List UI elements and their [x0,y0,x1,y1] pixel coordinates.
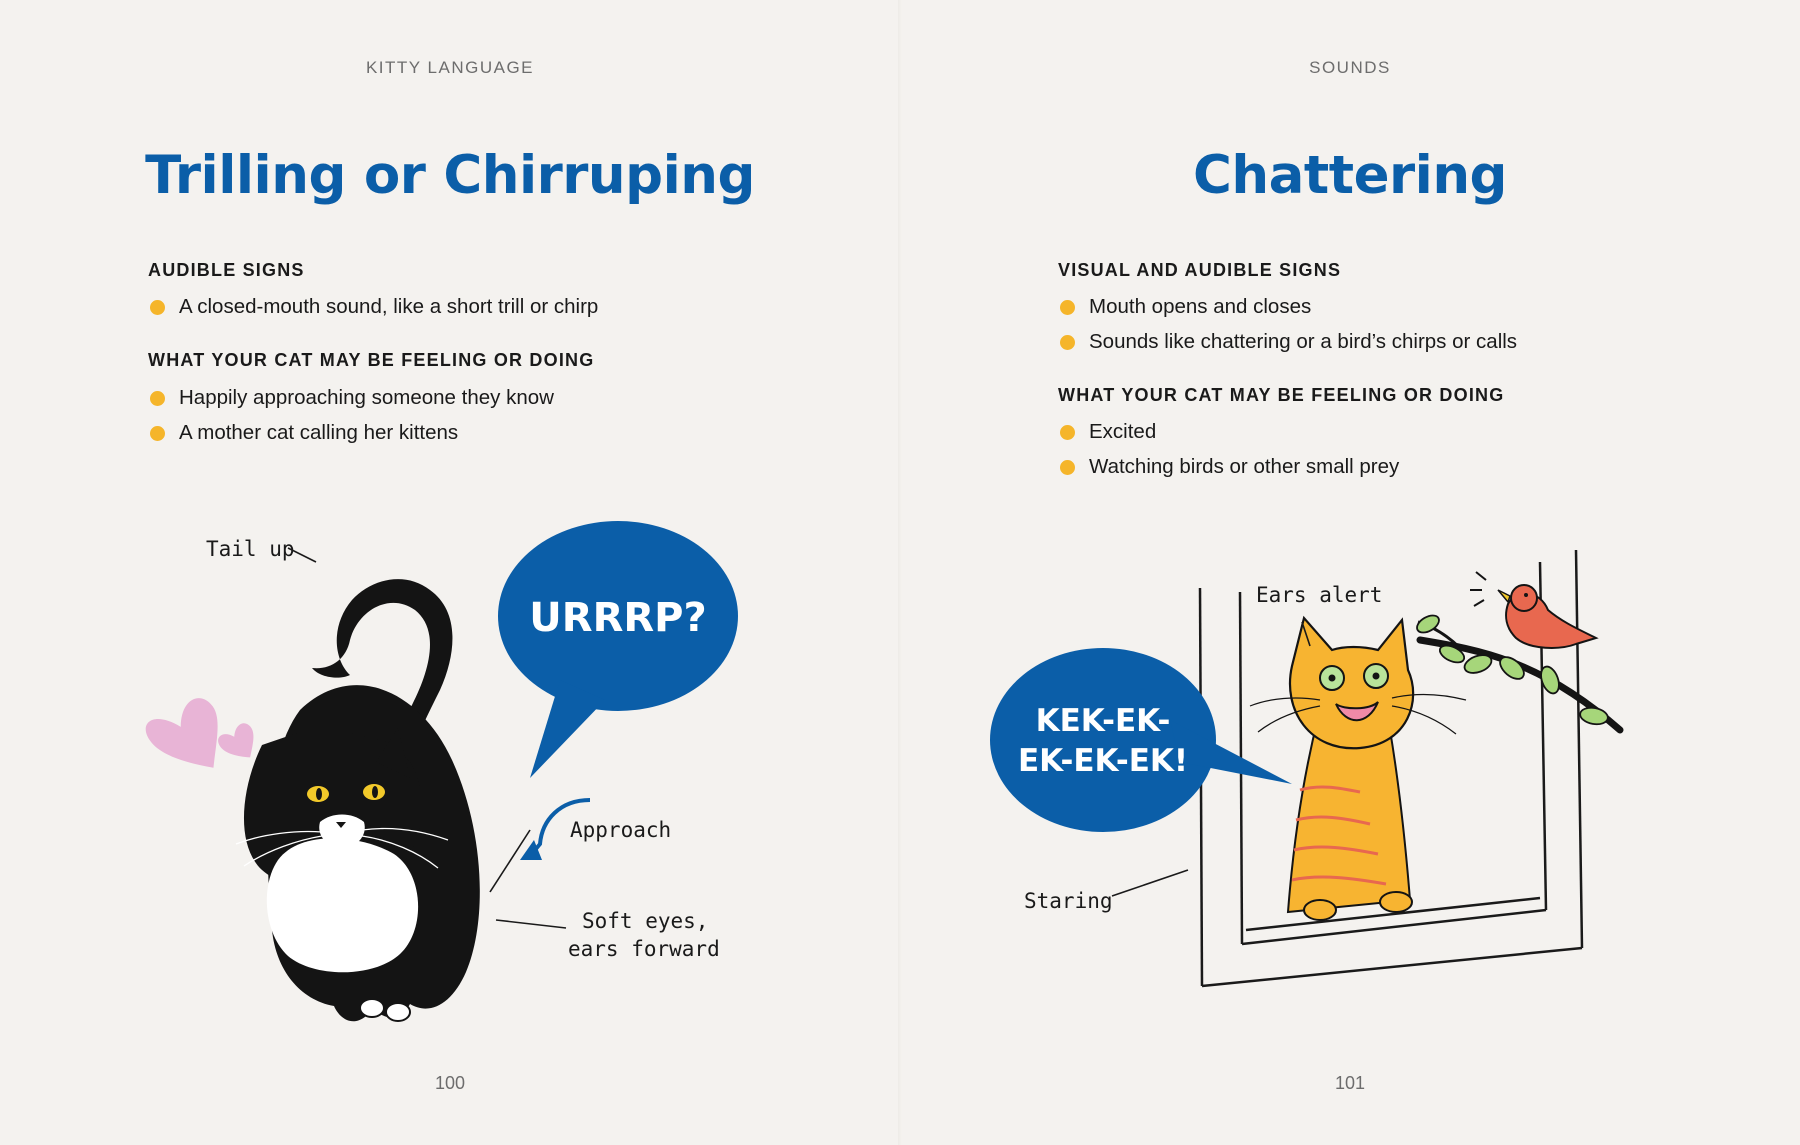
list-item: Sounds like chattering or a bird’s chirps or calls [1058,324,1517,359]
section-heading-feeling: WHAT YOUR CAT MAY BE FEELING OR DOING [1058,385,1505,405]
running-head: SOUNDS [1309,58,1391,77]
heart-icon [215,721,259,764]
bird [1506,585,1596,648]
signs-list [148,289,598,324]
cat-paw [1304,900,1336,920]
cat-chest [267,838,418,972]
feeling-list [148,380,554,450]
bullet-dot [150,300,165,315]
bubble-text-line1: KEK-EK- [1035,703,1171,739]
heart-icon [141,694,230,782]
bubble-text: URRRP? [529,595,707,641]
pointer-line [496,920,566,928]
page-title: Chattering [1193,145,1507,206]
list-item: Mouth opens and closes [1058,289,1517,324]
leaf-icon [1414,612,1442,636]
page-title: Trilling or Chirruping [145,145,755,206]
page-number: 100 [434,1073,466,1093]
cat-paw [386,1003,410,1021]
cat-paw [1380,892,1412,912]
signs-list [1058,289,1517,359]
section-heading-feeling: WHAT YOUR CAT MAY BE FEELING OR DOING [148,350,595,370]
feeling-list [1058,414,1399,484]
leaf-icon [1579,706,1609,727]
label-approach: Approach [570,818,672,842]
bullet-dot [1060,335,1075,350]
label-ears-alert: Ears alert [1256,583,1383,607]
cat-paw [360,999,384,1017]
tuxedo-cat-illustration [0,500,900,1060]
window-cat-illustration [900,540,1800,1000]
running-head: KITTY LANGUAGE [365,58,535,77]
list-item: Watching birds or other small prey [1058,449,1399,484]
bullet-dot [1060,300,1075,315]
bullet-dot [1060,425,1075,440]
section-heading-signs: AUDIBLE SIGNS [148,260,305,280]
right-page [900,0,1800,1145]
list-item: A closed-mouth sound, like a short trill or chirp [148,289,598,324]
cat-head [1290,618,1413,748]
chirp-lines [1470,572,1486,606]
pointer-line [1112,870,1188,896]
list-item: A mother cat calling her kittens [148,415,554,450]
bullet-dot [150,391,165,406]
list-item: Excited [1058,414,1399,449]
label-staring: Staring [1024,889,1113,913]
bullet-dot [1060,460,1075,475]
label-soft-eyes: Soft eyes, [582,909,709,933]
section-heading-signs: VISUAL AND AUDIBLE SIGNS [1058,260,1342,280]
bubble-text-line2: EK-EK-EK! [1017,743,1189,779]
pointer-line [490,830,530,892]
bullet-dot [150,426,165,441]
label-tail-up: Tail up [206,537,295,561]
list-item: Happily approaching someone they know [148,380,554,415]
page-number: 101 [1334,1073,1366,1093]
label-ears-forward: ears forward [568,937,720,961]
